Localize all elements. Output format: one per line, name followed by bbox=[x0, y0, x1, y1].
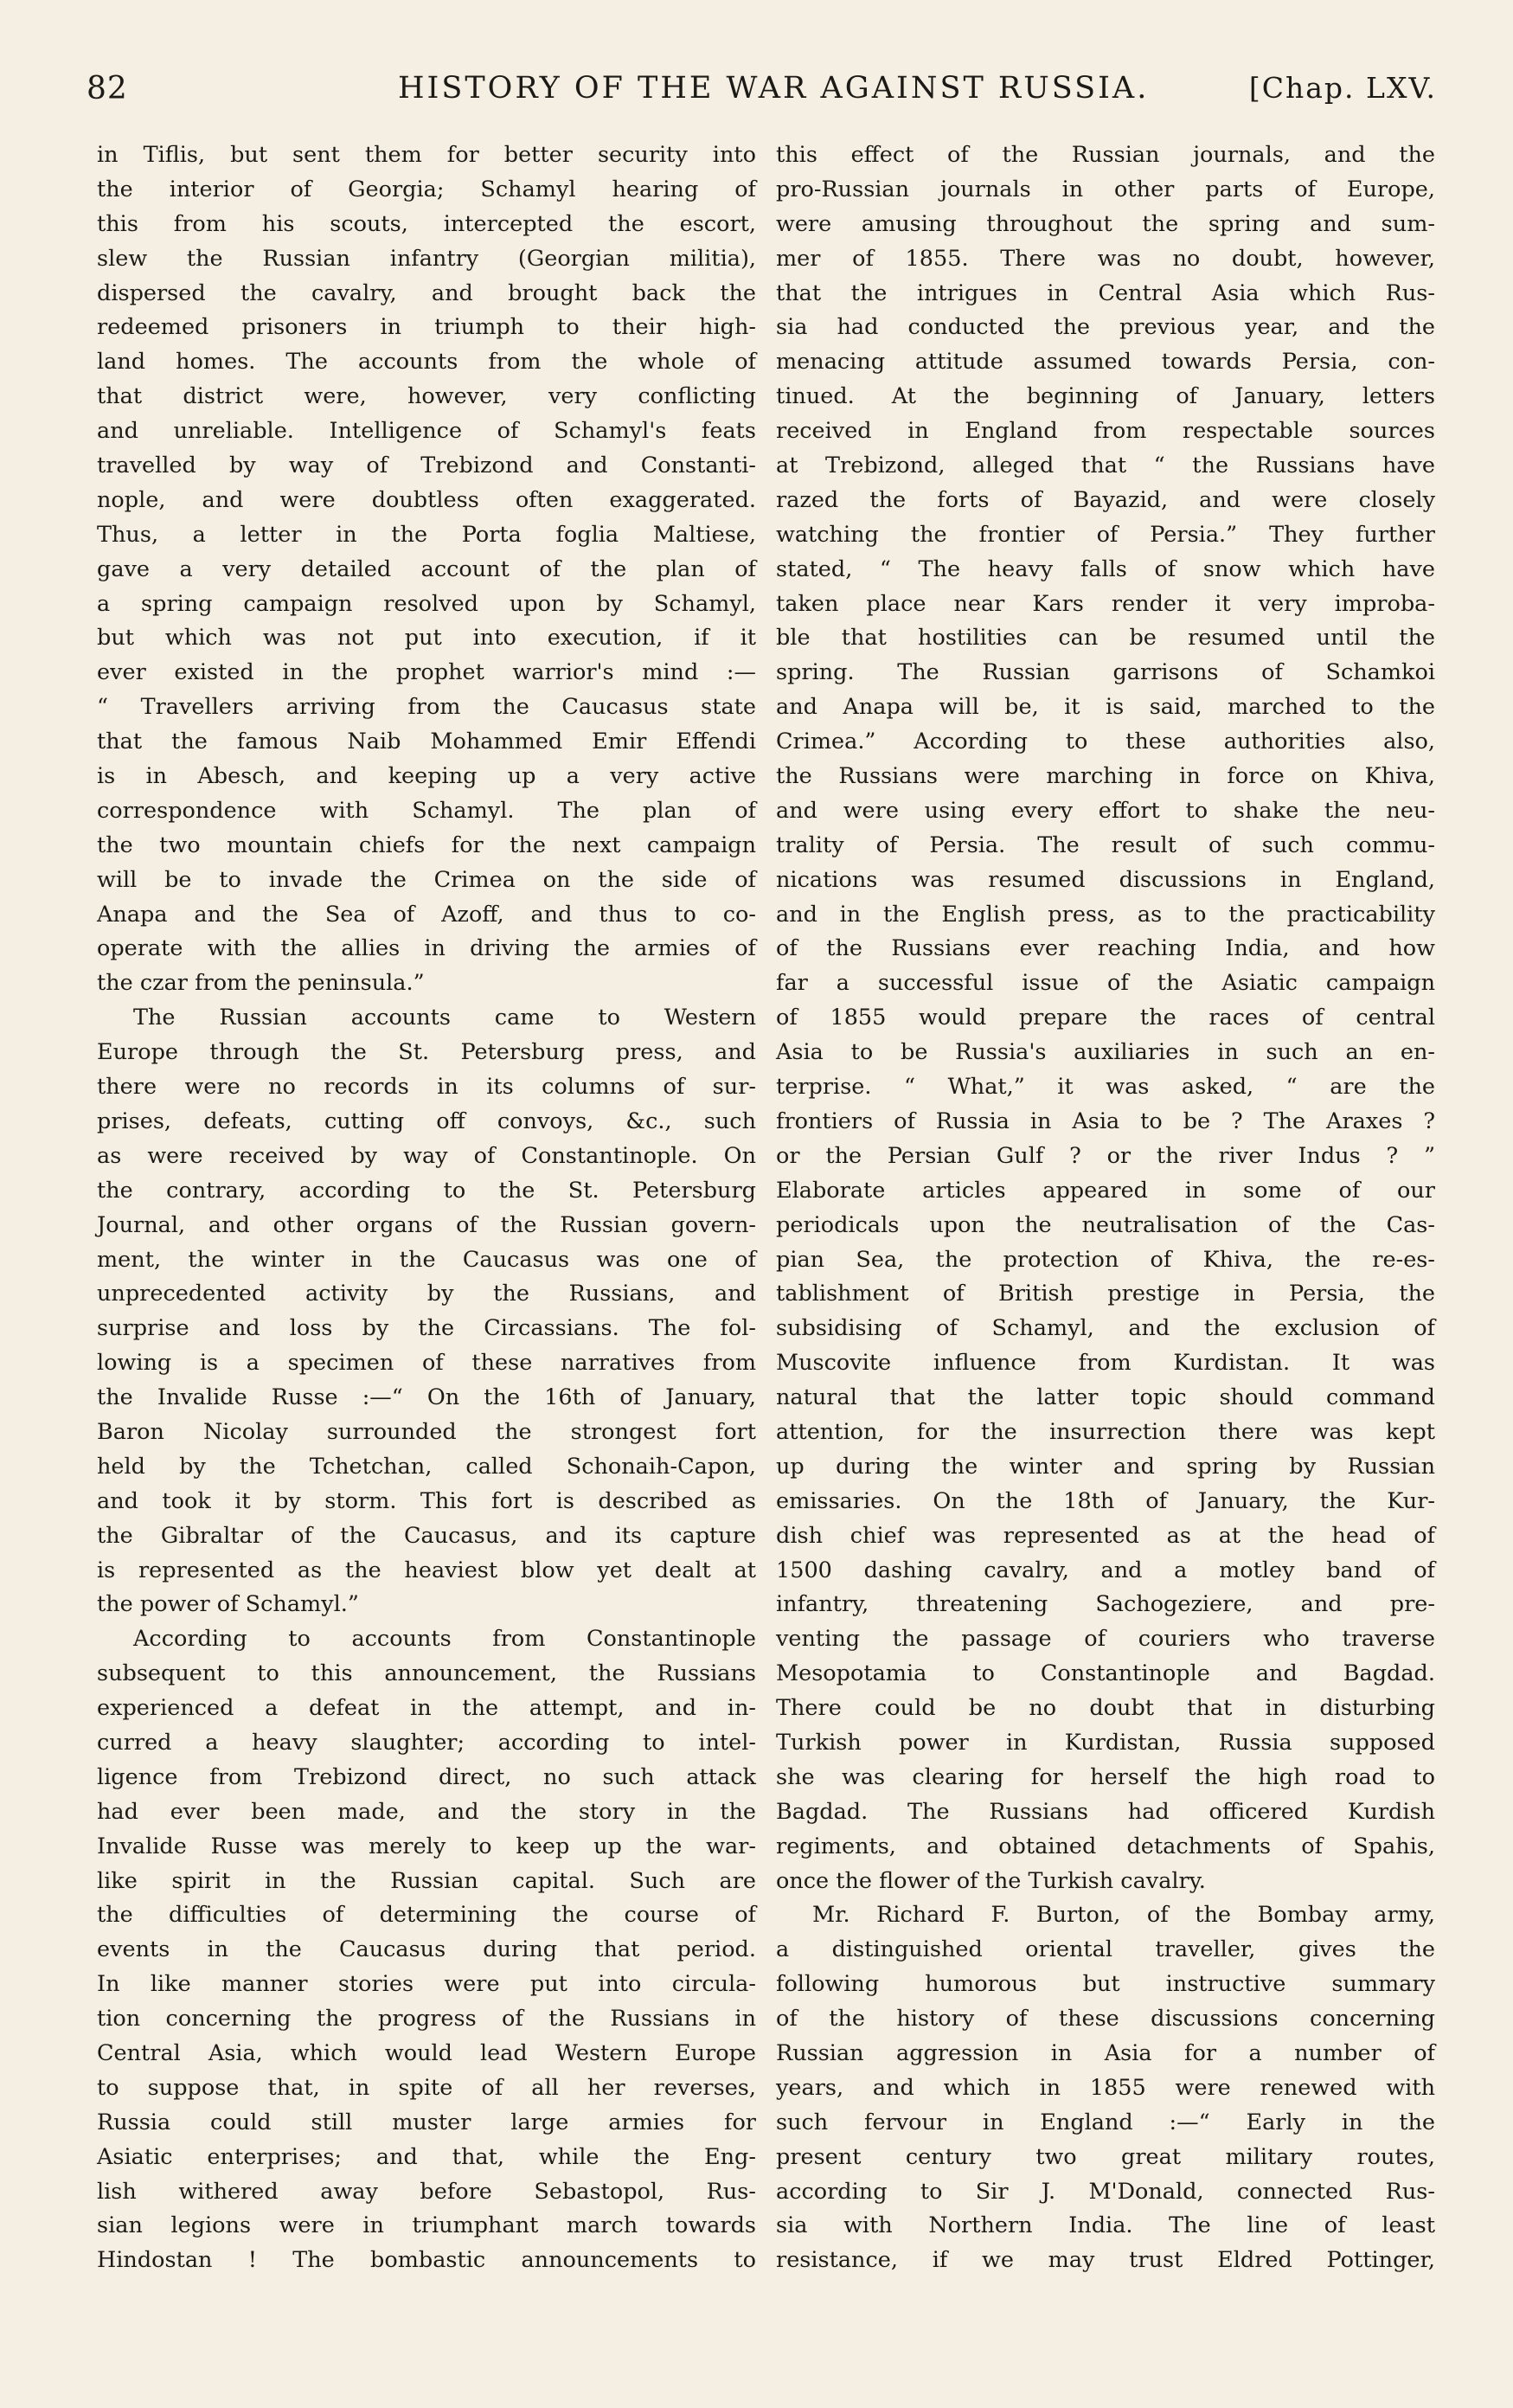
text-line: the contrary, according to the St. Petersburg bbox=[97, 1177, 756, 1204]
text-line: regiments, and obtained detachments of Spahis, bbox=[776, 1833, 1435, 1859]
text-line: far a successful issue of the Asiatic campaign bbox=[776, 970, 1435, 997]
text-line: and were using every effort to shake the neu- bbox=[776, 797, 1435, 824]
text-line: nications was resumed discussions in England, bbox=[776, 866, 1435, 893]
text-line: a distinguished oriental traveller, gives the bbox=[776, 1936, 1435, 1963]
text-line: ligence from Trebizond direct, no such attack bbox=[97, 1763, 756, 1790]
text-line: Europe through the St. Petersburg press, and bbox=[97, 1039, 756, 1066]
text-line: the power of Schamyl.” bbox=[97, 1591, 359, 1618]
text-line: Invalide Russe was merely to keep up the war- bbox=[97, 1833, 756, 1859]
text-line: ment, the winter in the Caucasus was one of bbox=[97, 1246, 756, 1273]
text-line: once the flower of the Turkish cavalry. bbox=[776, 1867, 1206, 1894]
text-line: razed the forts of Bayazid, and were closely bbox=[776, 486, 1435, 513]
text-line: land homes. The accounts from the whole of bbox=[97, 349, 756, 376]
text-line: According to accounts from Constantinople bbox=[133, 1626, 756, 1653]
text-line: Russia could still muster large armies for bbox=[97, 2109, 756, 2135]
text-line: in Tiflis, but sent them for better security into bbox=[97, 142, 756, 168]
text-line: There could be no doubt that in disturbing bbox=[776, 1695, 1435, 1722]
text-line: will be to invade the Crimea on the side of bbox=[97, 866, 756, 893]
text-line: taken place near Kars render it very improba- bbox=[776, 590, 1435, 617]
text-line: surprise and loss by the Circassians. The fol- bbox=[97, 1315, 756, 1342]
text-line: The Russian accounts came to Western bbox=[133, 1005, 756, 1031]
text-line: the two mountain chiefs for the next campaign bbox=[97, 832, 756, 858]
text-line: operate with the allies in driving the armies of bbox=[97, 935, 756, 962]
text-line: received in England from respectable sources bbox=[776, 418, 1435, 445]
text-line: but which was not put into execution, if it bbox=[97, 625, 756, 652]
text-line: “ Travellers arriving from the Caucasus state bbox=[97, 694, 756, 721]
text-line: Elaborate articles appeared in some of our bbox=[776, 1177, 1435, 1204]
text-line: there were no records in its columns of sur- bbox=[97, 1074, 756, 1101]
running-title: HISTORY OF THE WAR AGAINST RUSSIA. bbox=[398, 71, 1150, 106]
text-line: infantry, threatening Sachogeziere, and pre- bbox=[776, 1591, 1435, 1618]
text-line: the czar from the peninsula.” bbox=[97, 970, 425, 997]
page-number: 82 bbox=[87, 71, 128, 106]
text-line: correspondence with Schamyl. The plan of bbox=[97, 797, 756, 824]
text-line: and unreliable. Intelligence of Schamyl's feats bbox=[97, 418, 756, 445]
text-line: according to Sir J. M'Donald, connected Rus- bbox=[776, 2178, 1435, 2205]
text-line: this effect of the Russian journals, and the bbox=[776, 142, 1435, 168]
text-line: of the Russians ever reaching India, and how bbox=[776, 935, 1435, 962]
text-line: mer of 1855. There was no doubt, however, bbox=[776, 245, 1435, 272]
text-line: spring. The Russian garrisons of Schamkoi bbox=[776, 659, 1435, 686]
text-line: held by the Tchetchan, called Schonaih-Capon, bbox=[97, 1453, 756, 1480]
text-line: pro-Russian journals in other parts of Europe, bbox=[776, 176, 1435, 202]
text-line: lish withered away before Sebastopol, Rus- bbox=[97, 2178, 756, 2205]
text-line: years, and which in 1855 were renewed with bbox=[776, 2074, 1435, 2101]
text-line: and in the English press, as to the practicability bbox=[776, 901, 1435, 928]
text-line: like spirit in the Russian capital. Such are bbox=[97, 1867, 756, 1894]
text-line: nople, and were doubtless often exaggerated. bbox=[97, 486, 756, 513]
text-line: a spring campaign resolved upon by Schamyl, bbox=[97, 590, 756, 617]
text-line: that district were, however, very conflicting bbox=[97, 383, 756, 410]
text-line: Central Asia, which would lead Western Europe bbox=[97, 2039, 756, 2066]
text-line: or the Persian Gulf ? or the river Indus ? ” bbox=[776, 1142, 1435, 1169]
text-line: slew the Russian infantry (Georgian militia), bbox=[97, 245, 756, 272]
text-line: the Gibraltar of the Caucasus, and its capture bbox=[97, 1522, 756, 1549]
text-line: dish chief was represented as at the head of bbox=[776, 1522, 1435, 1549]
text-line: is in Abesch, and keeping up a very active bbox=[97, 763, 756, 790]
text-line: and Anapa will be, it is said, marched to the bbox=[776, 694, 1435, 721]
text-line: emissaries. On the 18th of January, the Kur- bbox=[776, 1487, 1435, 1514]
text-line: is represented as the heaviest blow yet dealt at bbox=[97, 1557, 756, 1583]
text-line: ever existed in the prophet warrior's mind :— bbox=[97, 659, 756, 686]
text-line: periodicals upon the neutralisation of the Cas- bbox=[776, 1211, 1435, 1238]
page-header bbox=[87, 71, 1437, 123]
text-line: gave a very detailed account of the plan of bbox=[97, 555, 756, 582]
chapter-label: [Chap. LXV. bbox=[1248, 71, 1437, 105]
text-line: venting the passage of couriers who traverse bbox=[776, 1626, 1435, 1653]
text-line: at Trebizond, alleged that “ the Russians have bbox=[776, 453, 1435, 479]
text-line: that the famous Naib Mohammed Emir Effendi bbox=[97, 729, 756, 755]
text-line: tinued. At the beginning of January, letters bbox=[776, 383, 1435, 410]
text-line: of 1855 would prepare the races of central bbox=[776, 1005, 1435, 1031]
text-line: Turkish power in Kurdistan, Russia supposed bbox=[776, 1729, 1435, 1756]
text-line: Journal, and other organs of the Russian govern- bbox=[97, 1211, 756, 1238]
text-line: subsequent to this announcement, the Russians bbox=[97, 1660, 756, 1687]
text-line: were amusing throughout the spring and sum- bbox=[776, 210, 1435, 237]
text-line: of the history of these discussions concerning bbox=[776, 2006, 1435, 2032]
text-line: trality of Persia. The result of such commu- bbox=[776, 832, 1435, 858]
text-line: Mesopotamia to Constantinople and Bagdad. bbox=[776, 1660, 1435, 1687]
text-line: frontiers of Russia in Asia to be ? The Araxes ? bbox=[776, 1108, 1435, 1134]
text-line: tion concerning the progress of the Russians in bbox=[97, 2006, 756, 2032]
text-line: watching the frontier of Persia.” They further bbox=[776, 521, 1435, 548]
text-line: Anapa and the Sea of Azoff, and thus to co- bbox=[97, 901, 756, 928]
text-line: sian legions were in triumphant march towards bbox=[97, 2212, 756, 2239]
text-line: dispersed the cavalry, and brought back the bbox=[97, 279, 756, 306]
text-line: prises, defeats, cutting off convoys, &c., such bbox=[97, 1108, 756, 1134]
text-line: ble that hostilities can be resumed until the bbox=[776, 625, 1435, 652]
text-line: In like manner stories were put into circula- bbox=[97, 1971, 756, 1998]
text-line: travelled by way of Trebizond and Constanti- bbox=[97, 453, 756, 479]
text-line: tablishment of British prestige in Persia, the bbox=[776, 1281, 1435, 1307]
text-line: sia with Northern India. The line of least bbox=[776, 2212, 1435, 2239]
text-line: pian Sea, the protection of Khiva, the re-es- bbox=[776, 1246, 1435, 1273]
text-line: such fervour in England :—“ Early in the bbox=[776, 2109, 1435, 2135]
text-line: sia had conducted the previous year, and the bbox=[776, 314, 1435, 341]
text-line: to suppose that, in spite of all her reverses, bbox=[97, 2074, 756, 2101]
text-line: present century two great military routes, bbox=[776, 2143, 1435, 2170]
text-line: resistance, if we may trust Eldred Pottinger, bbox=[776, 2247, 1435, 2274]
left-text-column bbox=[97, 138, 756, 2278]
text-line: Thus, a letter in the Porta foglia Maltiese, bbox=[97, 521, 756, 548]
text-line: the Russians were marching in force on Khiva, bbox=[776, 763, 1435, 790]
text-line: terprise. “ What,” it was asked, “ are the bbox=[776, 1074, 1435, 1101]
text-line: as were received by way of Constantinople. On bbox=[97, 1142, 756, 1169]
text-line: curred a heavy slaughter; according to intel- bbox=[97, 1729, 756, 1756]
text-line: the interior of Georgia; Schamyl hearing of bbox=[97, 176, 756, 202]
text-line: that the intrigues in Central Asia which Rus- bbox=[776, 279, 1435, 306]
text-line: this from his scouts, intercepted the escort, bbox=[97, 210, 756, 237]
text-line: Muscovite influence from Kurdistan. It was bbox=[776, 1350, 1435, 1377]
text-line: menacing attitude assumed towards Persia, con- bbox=[776, 349, 1435, 376]
text-line: following humorous but instructive summary bbox=[776, 1971, 1435, 1998]
text-line: attention, for the insurrection there was kept bbox=[776, 1418, 1435, 1445]
text-line: Asia to be Russia's auxiliaries in such an en- bbox=[776, 1039, 1435, 1066]
text-line: stated, “ The heavy falls of snow which have bbox=[776, 555, 1435, 582]
text-line: the Invalide Russe :—“ On the 16th of January, bbox=[97, 1384, 756, 1411]
text-line: Baron Nicolay surrounded the strongest fort bbox=[97, 1418, 756, 1445]
text-line: Asiatic enterprises; and that, while the Eng- bbox=[97, 2143, 756, 2170]
text-line: she was clearing for herself the high road to bbox=[776, 1763, 1435, 1790]
text-line: Crimea.” According to these authorities also, bbox=[776, 729, 1435, 755]
text-line: redeemed prisoners in triumph to their high- bbox=[97, 314, 756, 341]
text-line: Hindostan ! The bombastic announcements to bbox=[97, 2247, 756, 2274]
text-line: up during the winter and spring by Russian bbox=[776, 1453, 1435, 1480]
text-line: subsidising of Schamyl, and the exclusion of bbox=[776, 1315, 1435, 1342]
text-line: the difficulties of determining the course of bbox=[97, 1902, 756, 1929]
right-text-column bbox=[776, 138, 1435, 2278]
text-line: Bagdad. The Russians had officered Kurdish bbox=[776, 1798, 1435, 1825]
text-line: natural that the latter topic should command bbox=[776, 1384, 1435, 1411]
text-line: Mr. Richard F. Burton, of the Bombay army, bbox=[812, 1902, 1435, 1929]
text-line: and took it by storm. This fort is described as bbox=[97, 1487, 756, 1514]
text-line: had ever been made, and the story in the bbox=[97, 1798, 756, 1825]
text-line: Russian aggression in Asia for a number of bbox=[776, 2039, 1435, 2066]
text-line: lowing is a specimen of these narratives from bbox=[97, 1350, 756, 1377]
text-line: experienced a defeat in the attempt, and in- bbox=[97, 1695, 756, 1722]
text-line: events in the Caucasus during that period. bbox=[97, 1936, 756, 1963]
text-line: 1500 dashing cavalry, and a motley band of bbox=[776, 1557, 1435, 1583]
text-line: unprecedented activity by the Russians, and bbox=[97, 1281, 756, 1307]
